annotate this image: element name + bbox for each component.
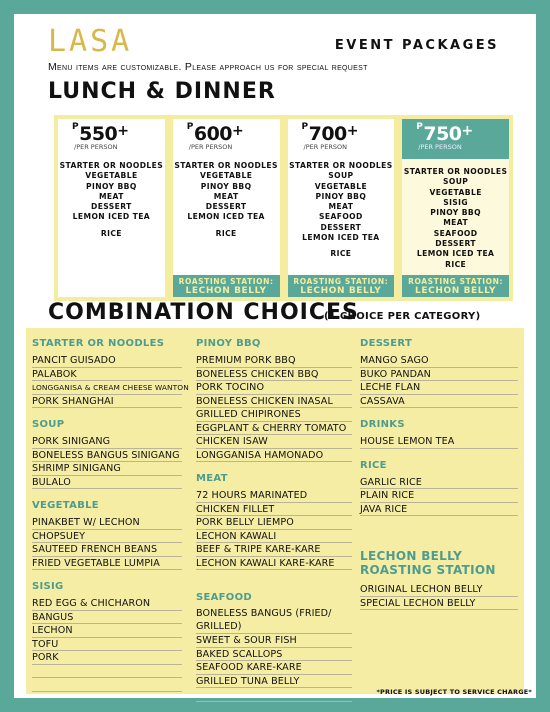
choice-item[interactable]: LONGGANISA HAMONADO (196, 449, 352, 463)
choice-item[interactable]: PORK BELLY LIEMPO (196, 516, 352, 530)
choice-item[interactable]: SEAFOOD KARE-KARE (196, 661, 352, 675)
inclusion-item: MEAT (443, 218, 469, 228)
choice-item[interactable]: MANGO SAGO (360, 354, 518, 368)
package-price: $^P$550+ (72, 122, 129, 145)
choice-item[interactable]: BAKED SCALLOPS (196, 648, 352, 662)
package-price: $^P$750+ (416, 122, 473, 145)
package-price-block (288, 119, 395, 159)
choice-item[interactable]: LECHON KAWALI KARE-KARE (196, 557, 352, 571)
inclusion-item: LEMON ICED TEA (302, 233, 380, 243)
inclusion-item: VEGETABLE (429, 187, 482, 197)
choice-item[interactable]: LECHON KAWALI (196, 530, 352, 544)
choice-item[interactable]: TOFU (32, 638, 182, 652)
inclusion-item: VEGETABLE (314, 181, 368, 191)
per-person-label: /PER PERSON (418, 143, 462, 151)
choice-item[interactable]: GRILLED CHIPIRONES (196, 408, 352, 422)
roasting-station-banner: ROASTING STATION: LECHON BELLY (288, 275, 395, 297)
choice-item[interactable]: JAVA RICE (360, 503, 518, 517)
choice-item[interactable]: PREMIUM PORK BBQ (196, 354, 352, 368)
category-drinks: DRINKS (360, 419, 405, 430)
choice-item[interactable]: PALABOK (32, 368, 182, 382)
choice-item[interactable]: LECHE FLAN (360, 381, 518, 395)
roasting-station-banner: ROASTING STATION: LECHON BELLY (402, 275, 509, 297)
package-price-block (402, 119, 509, 159)
combo-column-1 (32, 338, 189, 692)
inclusion-item: DESSERT (435, 239, 476, 249)
inclusion-item: LEMON ICED TEA (72, 212, 151, 222)
category-dessert: DESSERT (360, 338, 413, 349)
inclusion-item: DESSERT (320, 222, 362, 232)
inclusion-item: VEGETABLE (85, 171, 138, 181)
choice-item[interactable]: BANGUS (32, 611, 182, 625)
blank-line (32, 678, 182, 692)
choice-item[interactable]: GARLIC RICE (360, 476, 518, 490)
category-soup: SOUP (32, 419, 65, 430)
combo-column-2 (196, 338, 352, 702)
choice-item[interactable]: PINAKBET W/ LECHON (32, 516, 182, 530)
combination-heading: COMBINATION CHOICES (48, 300, 359, 325)
inclusion-item: PINOY BBQ (200, 181, 252, 191)
per-person-label: /PER PERSON (303, 143, 347, 151)
package-price-block (58, 119, 165, 159)
inclusion-item: VEGETABLE (199, 171, 253, 181)
choice-item[interactable]: SWEET & SOUR FISH (196, 634, 352, 648)
choice-item[interactable]: BULALO (32, 476, 182, 490)
choice-item[interactable]: BONELESS CHICKEN BBQ (196, 368, 352, 382)
choice-item[interactable]: ORIGINAL LECHON BELLY (360, 583, 518, 597)
category-lechon-station: LECHON BELLY ROASTING STATION (360, 549, 496, 577)
lasa-logo: LASA (48, 24, 133, 59)
category-rice: RICE (360, 459, 387, 471)
package-price: $^P$700+ (301, 122, 359, 145)
inclusion-item: LEMON ICED TEA (187, 212, 265, 222)
choice-item[interactable]: CASSAVA (360, 395, 518, 409)
category-sisig: SISIG (32, 581, 64, 592)
category-vegetable: VEGETABLE (32, 500, 99, 511)
choice-item[interactable]: LONGGANISA & CREAM CHEESE WANTON (32, 381, 182, 395)
package-inclusions (288, 159, 395, 260)
package-card-550[interactable] (54, 115, 169, 301)
category-meat: MEAT (196, 473, 228, 484)
category-bbq: PINOY BBQ (196, 338, 261, 349)
choice-item[interactable]: SPECIAL LECHON BELLY (360, 597, 518, 611)
choice-item[interactable]: SHRIMP SINIGANG (32, 462, 182, 476)
lunch-dinner-heading: LUNCH & DINNER (48, 79, 276, 104)
inclusion-item: STARTER OR NOODLES (174, 161, 278, 170)
per-person-label: /PER PERSON (188, 143, 233, 151)
package-price: $^P$600+ (186, 122, 244, 145)
package-row (54, 115, 513, 301)
choice-item[interactable]: 72 HOURS MARINATED (196, 489, 352, 503)
package-inclusions (58, 159, 165, 239)
choice-item[interactable]: GRILLED TUNA BELLY (196, 675, 352, 689)
category-seafood: SEAFOOD (196, 592, 253, 603)
package-card-750[interactable] (398, 115, 513, 301)
choice-item[interactable]: BONELESS CHICKEN INASAL (196, 395, 352, 409)
choice-item[interactable]: EGGPLANT & CHERRY TOMATO (196, 422, 352, 436)
inclusion-item: STARTER OR NOODLES (289, 161, 393, 170)
inclusion-item: DESSERT (90, 202, 132, 212)
choice-item[interactable]: SAUTEED FRENCH BEANS (32, 543, 182, 557)
inclusion-item: PINOY BBQ (315, 191, 367, 201)
inclusion-item: SOUP (442, 177, 469, 187)
choice-item[interactable]: HOUSE LEMON TEA (360, 435, 518, 449)
inclusion-item: SEAFOOD (319, 212, 363, 222)
choice-item[interactable]: CHICKEN FILLET (196, 503, 352, 517)
inclusion-item: PINOY BBQ (86, 181, 137, 191)
choice-item[interactable]: CHOPSUEY (32, 530, 182, 544)
inclusion-item: RICE (330, 249, 352, 259)
category-starter: STARTER OR NOODLES (32, 338, 165, 349)
choice-item[interactable]: BONELESS BANGUS SINIGANG (32, 449, 182, 463)
inclusion-item: RICE (100, 228, 122, 238)
blank-line (196, 688, 352, 702)
package-inclusions (173, 159, 280, 239)
choice-item[interactable]: BONELESS BANGUS (FRIED/ GRILLED) (196, 608, 352, 634)
choice-item[interactable]: RED EGG & CHICHARON (32, 597, 182, 611)
inclusion-item: DESSERT (205, 202, 247, 212)
combination-panel (26, 328, 524, 694)
inclusion-item: PINOY BBQ (430, 208, 481, 218)
choice-item[interactable]: PLAIN RICE (360, 489, 518, 503)
blank-line (32, 665, 182, 679)
choice-item[interactable]: PORK TOCINO (196, 381, 352, 395)
package-card-700[interactable] (284, 115, 399, 301)
customization-note: Menu items are customizable. Please approach us for special request (48, 61, 368, 73)
inclusion-item: SOUP (328, 171, 354, 181)
choice-item[interactable]: PORK (32, 651, 182, 665)
menu-page (14, 14, 536, 698)
inclusion-item: SEAFOOD (433, 228, 478, 238)
package-card-600[interactable] (169, 115, 284, 301)
roasting-station-banner: ROASTING STATION: LECHON BELLY (173, 275, 280, 297)
inclusion-item: MEAT (98, 191, 124, 201)
choice-item[interactable]: FRIED VEGETABLE LUMPIA (32, 557, 182, 571)
choice-item[interactable]: CHICKEN ISAW (196, 435, 352, 449)
choice-item[interactable]: PORK SHANGHAI (32, 395, 182, 409)
service-charge-note: *PRICE IS SUBJECT TO SERVICE CHARGE* (376, 688, 532, 696)
inclusion-item: LEMON ICED TEA (416, 249, 495, 259)
choice-item[interactable]: LECHON (32, 624, 182, 638)
per-person-label: /PER PERSON (74, 143, 118, 151)
choice-item[interactable]: PORK SINIGANG (32, 435, 182, 449)
inclusion-item: STARTER OR NOODLES (403, 167, 508, 176)
inclusion-item: SISIG (443, 197, 469, 207)
inclusion-item: MEAT (213, 191, 239, 201)
combination-note: (1 CHOICE PER CATEGORY) (324, 311, 481, 322)
combo-column-3 (360, 338, 518, 610)
inclusion-item: MEAT (328, 202, 354, 212)
package-inclusions (402, 159, 509, 270)
page-title: EVENT PACKAGES (334, 38, 499, 53)
inclusion-item: RICE (215, 228, 237, 238)
inclusion-item: RICE (445, 259, 467, 269)
package-price-block (173, 119, 280, 159)
choice-item[interactable]: PANCIT GUISADO (32, 354, 182, 368)
inclusion-item: STARTER OR NOODLES (59, 161, 164, 170)
choice-item[interactable]: BEEF & TRIPE KARE-KARE (196, 543, 352, 557)
choice-item[interactable]: BUKO PANDAN (360, 368, 518, 382)
